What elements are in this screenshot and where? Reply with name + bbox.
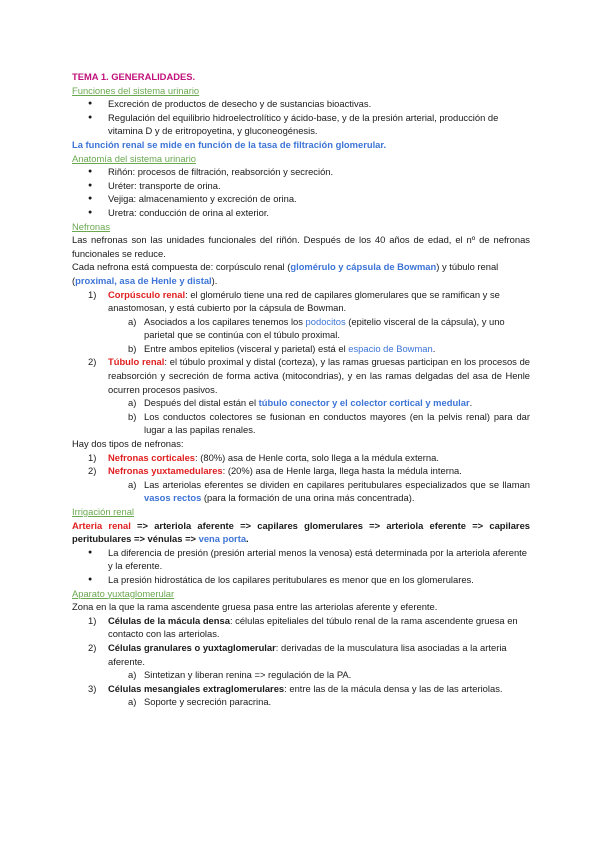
highlight-tubulo: proximal, asa de Henle y distal bbox=[75, 274, 212, 286]
highlight-glomerulo: glomérulo y cápsula de Bowman bbox=[290, 261, 437, 273]
list-item: ● Uretra: conducción de orina al exterior. bbox=[72, 206, 530, 220]
highlight-espacio-bowman: espacio de Bowman bbox=[348, 342, 433, 354]
list-item: ● Regulación del equilibrio hidroelectrolítico y ácido-base, y de la presión arterial, producción de vitamina D y de eritropoyetina, y gluconeogénesis. bbox=[72, 111, 530, 138]
list-item: a) Sintetizan y liberan renina => regulación de la PA. bbox=[128, 669, 352, 681]
aparato-intro: Zona en la que la rama ascendente gruesa pasa entre las arteriolas aferente y eferente. bbox=[72, 601, 438, 613]
list-item: ● La presión hidrostática de los capilares peritubulares es menor que en los glomerulares. bbox=[72, 573, 530, 587]
list-item: 2) Células granulares o yuxtaglomerular: derivadas de la musculatura lisa asociadas a la arteria aferente. a) Sintetizan y liberan renina => regulación de la PA. bbox=[72, 641, 530, 682]
heading-irrigacion: Irrigación renal bbox=[72, 506, 135, 517]
label-corpusculo: Corpúsculo renal bbox=[108, 288, 186, 300]
label-corticales: Nefronas corticales bbox=[108, 451, 196, 463]
heading-funciones: Funciones del sistema urinario bbox=[72, 84, 200, 96]
list-partes-nefrona bbox=[72, 288, 530, 438]
list-item: ● Riñón: procesos de filtración, reabsorción y secreción. bbox=[72, 165, 530, 179]
highlight-vena-porta: vena porta bbox=[198, 533, 247, 545]
label-macula-densa: Células de la mácula densa bbox=[108, 614, 230, 626]
label-tubulo: Túbulo renal bbox=[108, 356, 165, 368]
list-item: 1) Nefronas corticales: (80%) asa de Henle corta, solo llega a la médula externa. bbox=[88, 451, 439, 463]
list-tipos-nefronas bbox=[72, 451, 530, 505]
list-item: 1) Células de la mácula densa: células epiteliales del túbulo renal de la rama ascendente gruesa en contacto con las arteriolas. bbox=[88, 614, 518, 640]
highlight-podocitos: podocitos bbox=[305, 315, 346, 327]
tipos-intro: Hay dos tipos de nefronas: bbox=[72, 438, 184, 450]
label-arteria-renal: Arteria renal bbox=[72, 519, 131, 531]
list-item: ● Excreción de productos de desecho y de sustancias bioactivas. bbox=[72, 97, 530, 111]
note-filtracion: La función renal se mide en función de la tasa de filtración glomerular. bbox=[72, 138, 387, 150]
list-item-tubulo: 2) Túbulo renal: el túbulo proximal y distal (corteza), y las ramas gruesas participan en los procesos de reabsorción y secreción de forma activa (mitocondrias), y en las ramas delgadas del asa de Henle ocurren procesos pasivos. a) Después del distal están el túbulo conector y el colector cortical y medular. b) Los conductos colectores se fusionan en conductos mayores (en la pelvis renal) para dar lugar a las papilas renales. bbox=[88, 356, 531, 436]
list-item: ● Uréter: transporte de orina. bbox=[72, 179, 530, 193]
list-item: 2) Nefronas yuxtamedulares: (20%) asa de Henle larga, llega hasta la médula interna. a) Las arteriolas eferentes se dividen en capilares peritubulares especializados que se llaman vasos rectos (para la formación de una orina más concentrada). bbox=[88, 465, 530, 504]
list-item: a) Las arteriolas eferentes se dividen en capilares peritubulares especializados que se llaman vasos rectos (para la formación de una orina más concentrada). bbox=[128, 478, 530, 504]
highlight-colector: túbulo conector y el colector cortical y medular bbox=[258, 397, 470, 409]
nefronas-composition: Cada nefrona está compuesta de: corpúsculo renal (glomérulo y cápsula de Bowman) y túbulo renal (proximal, asa de Henle y distal). bbox=[72, 261, 499, 286]
list-funciones bbox=[72, 97, 530, 138]
list-item: a) Después del distal están el túbulo conector y el colector cortical y medular. bbox=[128, 397, 473, 409]
list-item: b) Entre ambos epitelios (visceral y parietal) está el espacio de Bowman. bbox=[128, 342, 436, 354]
list-item-corpusculo: 1) Corpúsculo renal: el glomérulo tiene una red de capilares glomerulares que se ramifican y se anastomosan, y está cubierto por la cápsula de Bowman. a) Asociados a los capilares tenemos los podocitos (epitelio visceral de la cápsula), y uno parietal que se continúa con el túbulo proximal. b) Entre ambos epitelios (visceral y parietal) está el espacio de Bowman. bbox=[72, 288, 530, 356]
nefronas-intro: Las nefronas son las unidades funcionales del riñón. Después de los 40 años de edad, el nº de nefronas funcionales se reduce. bbox=[72, 234, 530, 259]
list-item: a) Asociados a los capilares tenemos los podocitos (epitelio visceral de la cápsula), y uno parietal que se continúa con el túbulo proximal. bbox=[128, 315, 505, 341]
list-item: 3) Células mesangiales extraglomerulares: entre las de la mácula densa y las de las arteriolas. a) Soporte y secreción paracrina. bbox=[72, 682, 530, 709]
label-mesangiales: Células mesangiales extraglomerulares bbox=[108, 682, 285, 694]
list-aparato bbox=[72, 614, 530, 709]
label-yuxtamedulares: Nefronas yuxtamedulares bbox=[108, 465, 223, 477]
heading-nefronas: Nefronas bbox=[72, 220, 111, 232]
list-item: b) Los conductos colectores se fusionan en conductos mayores (en la pelvis renal) para dar lugar a las papilas renales. bbox=[128, 410, 530, 436]
list-item: ● La diferencia de presión (presión arterial menos la venosa) está determinada por la arteriola aferente y la eferente. bbox=[72, 546, 530, 573]
label-granulares: Células granulares o yuxtaglomerular bbox=[108, 641, 276, 653]
list-item: ● Vejiga: almacenamiento y excreción de orina. bbox=[72, 192, 530, 206]
list-anatomia bbox=[72, 165, 530, 219]
heading-anatomia: Anatomía del sistema urinario bbox=[72, 152, 197, 164]
document-page bbox=[72, 70, 530, 709]
document-title: TEMA 1. GENERALIDADES. bbox=[72, 71, 196, 82]
highlight-vasos-rectos: vasos rectos bbox=[144, 492, 202, 504]
list-item: a) Soporte y secreción paracrina. bbox=[128, 696, 272, 708]
list-irrigacion bbox=[72, 546, 530, 587]
heading-aparato: Aparato yuxtaglomerular bbox=[72, 587, 175, 599]
irrigacion-path: Arteria renal => arteriola aferente => capilares glomerulares => arteriola eferente => capilares peritubulares => vénulas => vena porta. bbox=[72, 519, 531, 545]
